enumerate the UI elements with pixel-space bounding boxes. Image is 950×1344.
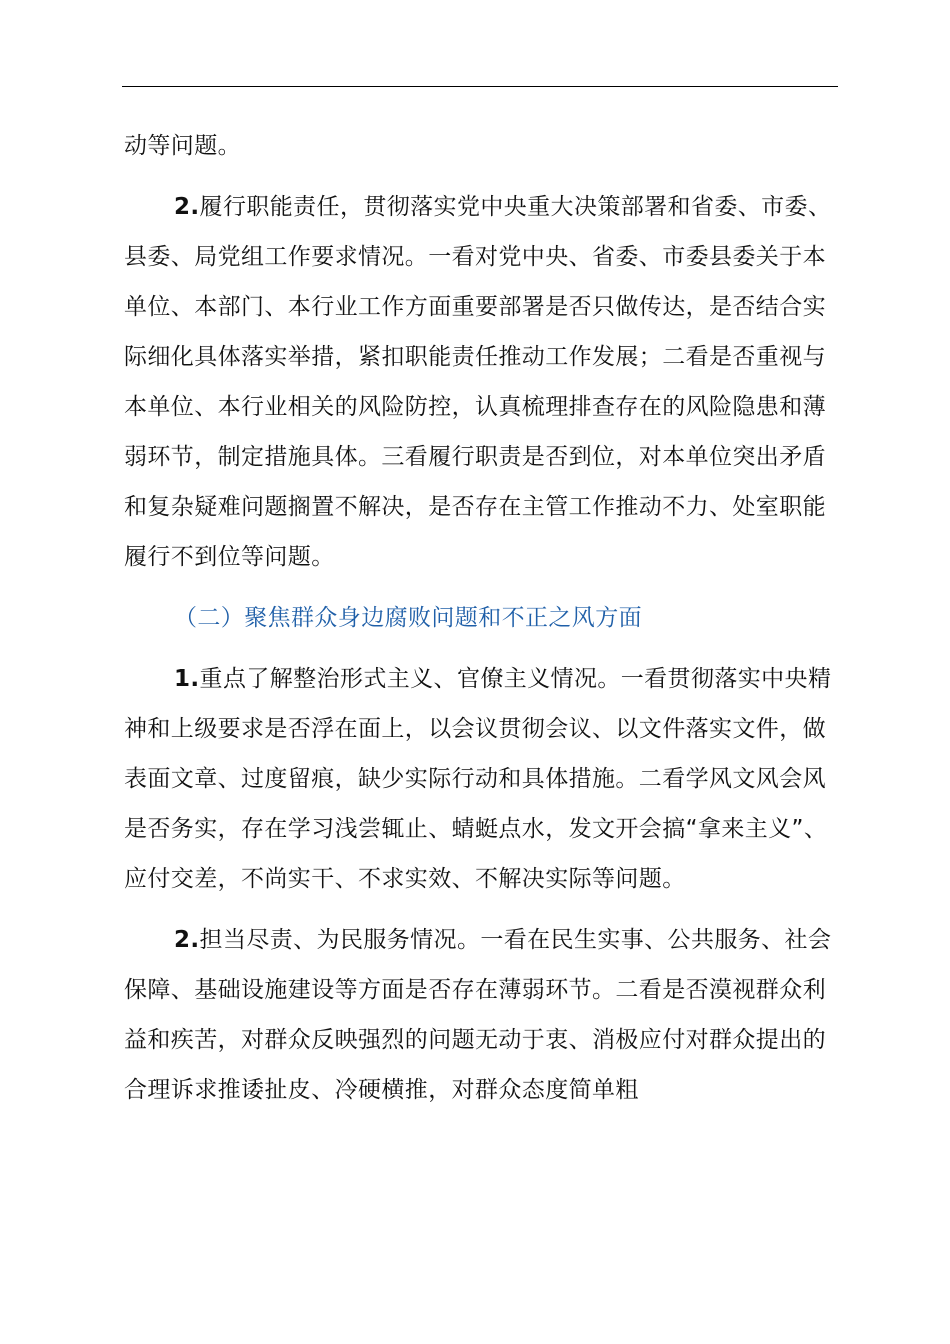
- item-text: 重点了解整治形式主义、官僚主义情况。一看贯彻落实中央精神和上级要求是否浮在面上，以会议贯彻会议、以文件落实文件，做表面文章、过度留痕，缺少实际行动和具体措施。二看学风文风会风是否务实，存在学习浅尝辄止、蜻蜓点水，发文开会搞“拿来主义”、应付交差，不尚实干、不求实效、不解决实际等问题。: [124, 666, 832, 892]
- item-text: 履行职能责任，贯彻落实党中央重大决策部署和省委、市委、县委、局党组工作要求情况。一看对党中央、省委、市委县委关于本单位、本部门、本行业工作方面重要部署是否只做传达，是否结合实际细化具体落实举措，紧扣职能责任推动工作发展；二看是否重视与本单位、本行业相关的风险防控，认真梳理排查存在的风险隐患和薄弱环节，制定措施具体。三看履行职责是否到位，对本单位突出矛盾和复杂疑难问题搁置不解决，是否存在主管工作推动不力、处室职能履行不到位等问题。: [124, 194, 832, 570]
- paragraph-item-2-service: [124, 915, 844, 1115]
- item-number: 2.: [174, 927, 200, 953]
- paragraph-item-1-formalism: [124, 654, 844, 904]
- paragraph-item-2-duty: [124, 182, 844, 582]
- section-heading: （二）聚焦群众身边腐败问题和不正之风方面: [174, 605, 642, 631]
- item-number: 1.: [174, 666, 200, 692]
- item-number: 2.: [174, 194, 200, 220]
- item-text: 担当尽责、为民服务情况。一看在民生实事、公共服务、社会保障、基础设施建设等方面是否存在薄弱环节。二看是否漠视群众利益和疾苦，对群众反映强烈的问题无动于衷、消极应付对群众提出的合理诉求推诿扯皮、冷硬横推，对群众态度简单粗: [124, 927, 832, 1103]
- header-rule: [122, 86, 838, 87]
- paragraph-continuation: 动等问题。: [124, 133, 241, 159]
- document-body: [124, 121, 844, 1115]
